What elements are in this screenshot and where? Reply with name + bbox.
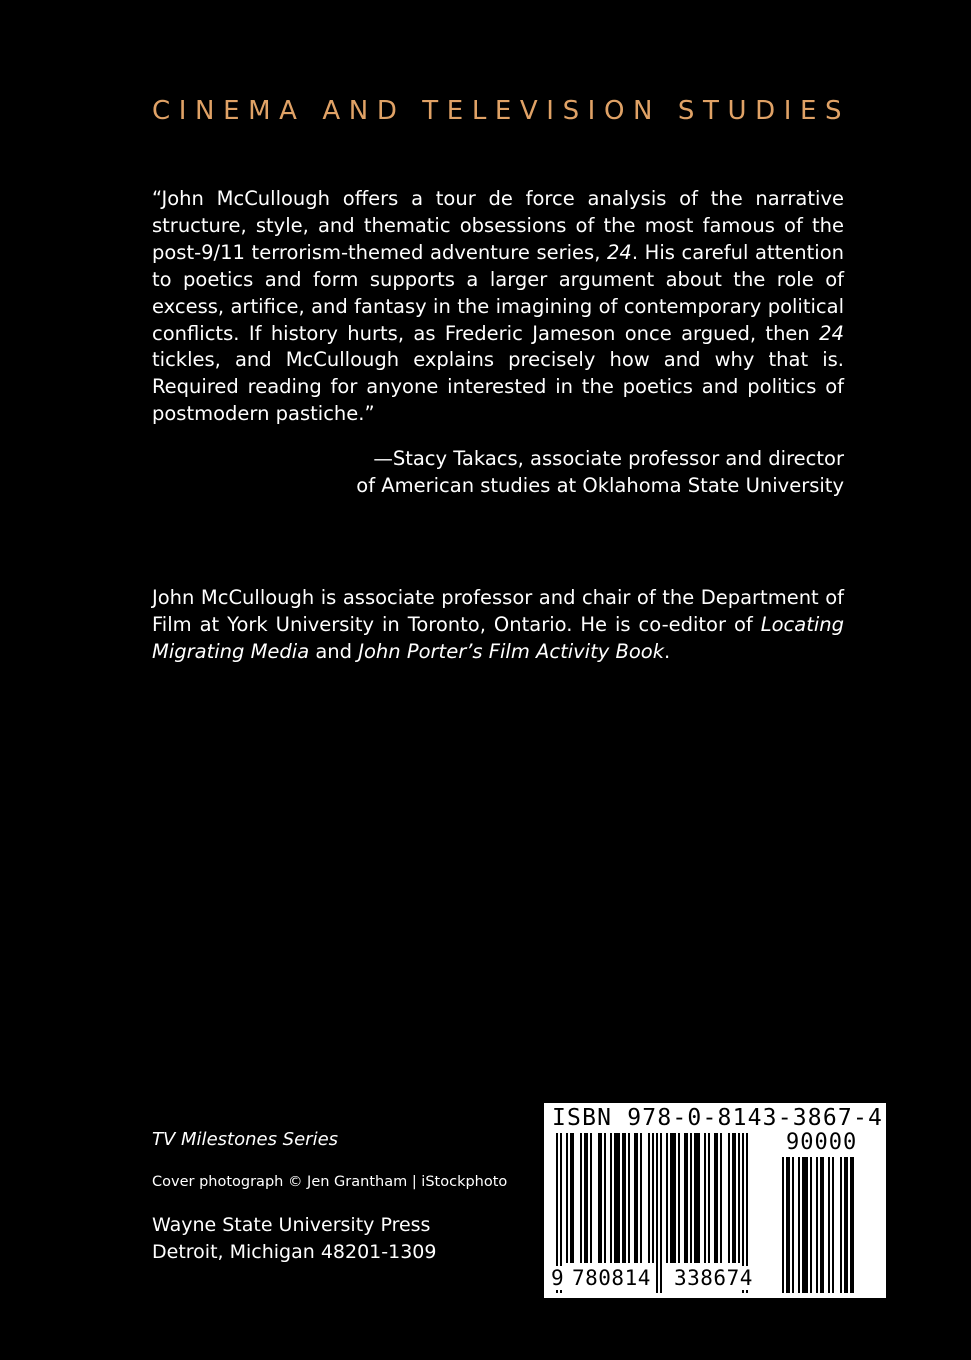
- publisher-location: Detroit, Michigan 48201-1309: [152, 1241, 437, 1263]
- isbn-label: ISBN 978-0-8143-3867-4: [552, 1105, 884, 1131]
- barcode-bar: [614, 1133, 620, 1263]
- barcode-bar: [656, 1133, 658, 1293]
- blurb-text-1: “John McCullough offers a tour de force analysis of the narrative structure, style, and thematic obsessions of the most famous of the post-9/11 terrorism-themed adventure series,: [152, 187, 844, 264]
- attribution-line-2: of American studies at Oklahoma State University: [356, 473, 844, 497]
- book-title-2: John Porter’s Film Activity Book: [358, 639, 665, 663]
- barcode-bar: [708, 1133, 710, 1263]
- barcode-bar: [684, 1133, 688, 1263]
- barcode-bar: [610, 1133, 612, 1263]
- barcode-bar: [566, 1133, 568, 1263]
- barcode-bar: [802, 1157, 808, 1293]
- barcode-bar: [634, 1133, 638, 1263]
- attribution-line-1: —Stacy Takacs, associate professor and director: [373, 447, 844, 470]
- author-bio: [152, 585, 844, 666]
- barcode-bar: [570, 1133, 574, 1263]
- price-code: 90000: [786, 1130, 858, 1155]
- barcode-bar: [648, 1133, 650, 1263]
- blurb-text-2: . His careful attention to poetics and form supports a larger argument about the role of excess, artifice, and fantasy in the imagining of contemporary political conflicts. If history hurts, as Frederic Jameson once argued, then: [152, 240, 844, 345]
- bio-text-1: John McCullough is associate professor and chair of the Department of Film at York University in Toronto, Ontario. He is co-editor of: [152, 586, 844, 636]
- series-name: TV Milestones Series: [152, 1129, 339, 1150]
- bio-text-3: .: [664, 639, 671, 663]
- barcode-bar: [832, 1157, 834, 1293]
- series-header: CINEMA AND TELEVISION STUDIES: [152, 96, 851, 126]
- review-blurb: [152, 186, 844, 428]
- isbn-barcode: [544, 1103, 886, 1298]
- barcode-bar: [792, 1157, 794, 1293]
- barcode-bar: [640, 1133, 642, 1263]
- show-title-24: 24: [607, 240, 632, 264]
- barcode-bar: [666, 1133, 668, 1263]
- blurb-attribution: [152, 446, 844, 500]
- barcode-bar: [580, 1133, 582, 1263]
- barcode-bar: [670, 1133, 676, 1263]
- barcode-bar: [850, 1157, 854, 1293]
- cover-credit: Cover photograph © Jen Grantham | iStockphoto: [152, 1174, 508, 1190]
- barcode-bar: [844, 1157, 848, 1293]
- barcode-addon-bars: [782, 1157, 878, 1293]
- barcode-bar: [584, 1133, 588, 1263]
- barcode-bar: [840, 1157, 842, 1293]
- barcode-bar: [590, 1133, 592, 1263]
- barcode-digit-first: 9: [551, 1266, 565, 1290]
- barcode-bar: [810, 1157, 812, 1293]
- barcode-bar: [820, 1157, 824, 1293]
- publisher-name: Wayne State University Press: [152, 1214, 431, 1236]
- barcode-bar: [622, 1133, 626, 1263]
- barcode-bar: [816, 1157, 818, 1293]
- barcode-bar: [628, 1133, 630, 1263]
- barcode-bar: [738, 1133, 740, 1263]
- barcode-bar: [732, 1133, 736, 1263]
- barcode-bar: [598, 1133, 602, 1263]
- barcode-bar: [678, 1133, 680, 1263]
- blurb-text-3: tickles, and McCullough explains precisely how and why that is. Required reading for anyone interested in the poetics and politics of postmodern pastiche.”: [152, 348, 844, 426]
- barcode-bar: [782, 1157, 784, 1293]
- barcode-digit-group-1: 780814: [572, 1266, 651, 1290]
- barcode-bar: [690, 1133, 692, 1263]
- barcode-bar: [714, 1133, 718, 1263]
- bio-text-2: and: [309, 639, 359, 663]
- barcode-bar: [704, 1133, 706, 1263]
- publisher-block: [152, 1212, 436, 1266]
- barcode-bar: [604, 1133, 606, 1263]
- barcode-bar: [652, 1133, 654, 1263]
- barcode-bar: [728, 1133, 730, 1263]
- book-title-1: Locating Migrating Media: [152, 612, 844, 663]
- barcode-digit-group-2: 338674: [674, 1266, 753, 1290]
- barcode-bar: [660, 1133, 662, 1293]
- barcode-bar: [798, 1157, 800, 1293]
- barcode-bar: [828, 1157, 830, 1293]
- barcode-bar: [694, 1133, 700, 1263]
- barcode-bar: [786, 1157, 790, 1293]
- show-title-24-second: 24: [819, 321, 844, 345]
- barcode-bar: [720, 1133, 722, 1263]
